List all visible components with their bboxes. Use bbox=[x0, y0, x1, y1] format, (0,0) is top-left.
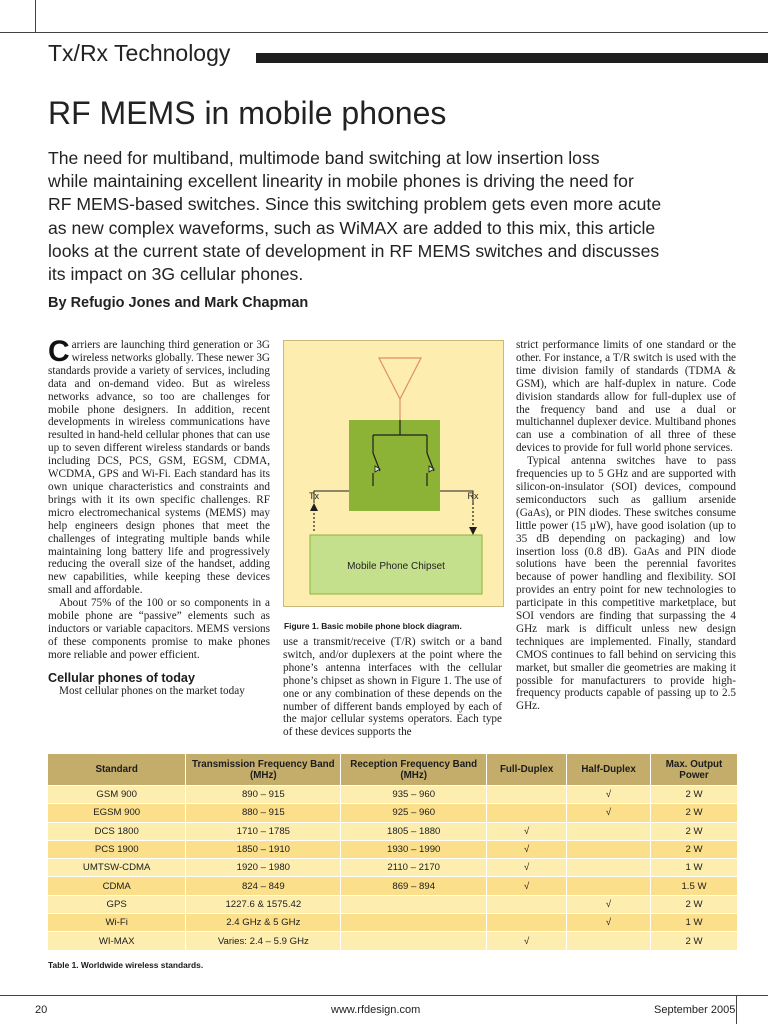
block-diagram-svg bbox=[284, 341, 503, 606]
column-header: Full-Duplex bbox=[487, 754, 567, 786]
footer-rule-vertical bbox=[736, 995, 737, 1024]
table-cell bbox=[341, 914, 487, 932]
table-cell: 925 – 960 bbox=[341, 804, 487, 822]
table-cell: 2 W bbox=[651, 822, 738, 840]
table-cell: WI-MAX bbox=[48, 932, 186, 950]
chipset-label: Mobile Phone Chipset bbox=[347, 561, 445, 572]
table-cell bbox=[487, 914, 567, 932]
subhead: Cellular phones of today bbox=[48, 670, 195, 685]
article-deck bbox=[48, 147, 748, 286]
table-header-row bbox=[48, 754, 738, 786]
table-cell: Wi-Fi bbox=[48, 914, 186, 932]
table-cell: EGSM 900 bbox=[48, 804, 186, 822]
drop-cap: C bbox=[48, 335, 70, 368]
table-cell bbox=[487, 804, 567, 822]
table-cell: √ bbox=[567, 895, 651, 913]
wireless-standards-table bbox=[48, 754, 738, 951]
deck-line: looks at the current state of development in RF MEMS switches and discusses bbox=[48, 240, 660, 261]
article-column-1 bbox=[48, 335, 270, 698]
table-cell: 1227.6 & 1575.42 bbox=[186, 895, 341, 913]
paragraph: Most cellular phones on the market today bbox=[59, 684, 245, 697]
table-cell: 2 W bbox=[651, 786, 738, 804]
table-cell: Varies: 2.4 – 5.9 GHz bbox=[186, 932, 341, 950]
paragraph: strict performance limits of one standard or the other. For instance, a T/R switch is used with the time division family of standards (TDMA & GSM), which are half-duplex in nature. Code division standards allow for full-duplex use of the frequency band and use a dual or multichannel duplexer device. Multiband phones can use a combination of all three of these devices to provide for full world phone services. bbox=[516, 339, 736, 455]
table-cell: GPS bbox=[48, 895, 186, 913]
table-cell: 1805 – 1880 bbox=[341, 822, 487, 840]
table-body bbox=[48, 786, 738, 951]
paragraph: Typical antenna switches have to pass frequencies up to 5 GHz and are supported with silicon-on-insulator (SOI) devices, compound semiconductors such as gallium arsenide (GaAs), or PIN diodes. These switches consume little power (15 µW), have good isolation (up to 35 dB depending on packaging) and low insertion loss (0.8 dB). GaAs and PIN diode solutions have been the perennial favorites because of power handling and flexibility. SOI provides an entry point for new technologies to participate in this competitive marketplace, but SOI vendors are finding that surpassing the 4 GHz mark is difficult unless new design techniques are implemented. Finally, standard CMOS continues to fall behind on servicing this market, but smaller die geometries are making it possible for manufacturers to provide high-frequency products capable of passing up to 2.5 GHz. bbox=[516, 455, 736, 713]
table-cell: 824 – 849 bbox=[186, 877, 341, 895]
table-cell: 1 W bbox=[651, 914, 738, 932]
table-cell bbox=[341, 932, 487, 950]
byline: By Refugio Jones and Mark Chapman bbox=[48, 295, 309, 311]
table-cell: 2 W bbox=[651, 840, 738, 858]
article-column-3 bbox=[516, 339, 736, 713]
table-cell: 2 W bbox=[651, 932, 738, 950]
rx-label: Rx bbox=[467, 491, 479, 501]
table-row bbox=[48, 914, 738, 932]
table-cell: √ bbox=[487, 840, 567, 858]
footer-url: www.rfdesign.com bbox=[331, 1004, 421, 1016]
table-cell: 869 – 894 bbox=[341, 877, 487, 895]
table-cell bbox=[567, 859, 651, 877]
table-row bbox=[48, 932, 738, 950]
deck-line: its impact on 3G cellular phones. bbox=[48, 264, 304, 285]
table-cell: 935 – 960 bbox=[341, 786, 487, 804]
section-bar bbox=[256, 53, 768, 63]
table-cell: 1930 – 1990 bbox=[341, 840, 487, 858]
table-cell bbox=[341, 895, 487, 913]
table-row bbox=[48, 822, 738, 840]
deck-line: The need for multiband, multimode band switching at low insertion loss bbox=[48, 148, 600, 168]
table-cell bbox=[567, 877, 651, 895]
table-cell: DCS 1800 bbox=[48, 822, 186, 840]
table-cell: 2110 – 2170 bbox=[341, 859, 487, 877]
table-cell bbox=[567, 840, 651, 858]
column-header: Transmission Frequency Band (MHz) bbox=[186, 754, 341, 786]
table-cell bbox=[487, 786, 567, 804]
column-header: Standard bbox=[48, 754, 186, 786]
antenna-icon bbox=[379, 358, 421, 399]
tx-label: Tx bbox=[309, 491, 319, 501]
table-row bbox=[48, 840, 738, 858]
table-cell: CDMA bbox=[48, 877, 186, 895]
table-cell: √ bbox=[567, 786, 651, 804]
tx-arrow-icon bbox=[310, 503, 318, 511]
rx-arrow-icon bbox=[469, 527, 477, 535]
table-cell: 1850 – 1910 bbox=[186, 840, 341, 858]
paragraph-text: arriers are launching third generation or 3G wireless networks globally. These newer 3G standards provide a variety of services, including data and on-demand video. But as wireless networks advance, so too are challenges for mobile phone designers. In addition, recent developments in wireless communications have resulted in hand-held cellular phones that can use up to seven different wireless standards or bands including DCS, PCS, GSM, EGSM, CDMA, WCDMA, GPS and Wi-Fi. Each standard has its own unique characteristics and constraints and brings with it its own specific challenges. RF micro electromechanical systems (MEMS) may help engineers design phones that meet the challenges of integrating multiple bands while maintaining long battery life and progressively reducing the overall size of the handset, adding new capabilities, while keeping these devices small and affordable. bbox=[48, 339, 270, 597]
column-header: Max. Output Power bbox=[651, 754, 738, 786]
table-row bbox=[48, 786, 738, 804]
table-cell: √ bbox=[487, 859, 567, 877]
table-cell: UMTSW-CDMA bbox=[48, 859, 186, 877]
table-row bbox=[48, 877, 738, 895]
table-cell: PCS 1900 bbox=[48, 840, 186, 858]
figure-caption: Figure 1. Basic mobile phone block diagram. bbox=[284, 621, 462, 631]
article-title: RF MEMS in mobile phones bbox=[48, 95, 447, 131]
article-column-2 bbox=[283, 636, 502, 739]
deck-line: as new complex waveforms, such as WiMAX are added to this mix, this article bbox=[48, 217, 656, 238]
table-cell: 2.4 GHz & 5 GHz bbox=[186, 914, 341, 932]
table-cell: 1710 – 1785 bbox=[186, 822, 341, 840]
table-cell: GSM 900 bbox=[48, 786, 186, 804]
footer-date: September 2005 bbox=[654, 1004, 736, 1016]
table-cell: √ bbox=[487, 822, 567, 840]
column-header: Reception Frequency Band (MHz) bbox=[341, 754, 487, 786]
table-cell bbox=[487, 895, 567, 913]
paragraph bbox=[48, 335, 270, 597]
table-cell: 880 – 915 bbox=[186, 804, 341, 822]
table-cell: √ bbox=[567, 914, 651, 932]
table-cell: √ bbox=[487, 932, 567, 950]
column-header: Half-Duplex bbox=[567, 754, 651, 786]
table-cell bbox=[567, 932, 651, 950]
switch-block bbox=[349, 420, 440, 511]
table-row bbox=[48, 895, 738, 913]
page-number: 20 bbox=[35, 1004, 48, 1016]
deck-line: RF MEMS-based switches. Since this switching problem gets even more acute bbox=[48, 194, 662, 215]
header-rule bbox=[0, 32, 768, 33]
section-label: Tx/Rx Technology bbox=[48, 40, 231, 66]
table-row bbox=[48, 804, 738, 822]
table-cell: 890 – 915 bbox=[186, 786, 341, 804]
paragraph: use a transmit/receive (T/R) switch or a band switch, and/or duplexers at the point where the phone’s antenna interfaces with the cellular phone’s chipset as shown in Figure 1. The use of one or any combination of these depends on the number of different bands employed by each of the major cellular systems operators. Each type of these devices supports the bbox=[283, 636, 502, 739]
table-cell: 1 W bbox=[651, 859, 738, 877]
table-row bbox=[48, 859, 738, 877]
table-cell: √ bbox=[487, 877, 567, 895]
table-cell: √ bbox=[567, 804, 651, 822]
table-cell: 2 W bbox=[651, 895, 738, 913]
table-cell: 1.5 W bbox=[651, 877, 738, 895]
header-rule-vertical bbox=[35, 0, 36, 32]
figure-block-diagram bbox=[283, 340, 504, 607]
table-cell bbox=[567, 822, 651, 840]
paragraph: About 75% of the 100 or so components in a mobile phone are “passive” elements such as inductors or variable capacitors. MEMS versions of these components promise to make phones more reliable and power efficient. bbox=[48, 597, 270, 661]
deck-line: while maintaining excellent linearity in mobile phones is driving the need for bbox=[48, 171, 634, 192]
table-caption: Table 1. Worldwide wireless standards. bbox=[48, 960, 204, 970]
table-cell: 2 W bbox=[651, 804, 738, 822]
table-cell: 1920 – 1980 bbox=[186, 859, 341, 877]
footer-rule bbox=[0, 995, 768, 996]
